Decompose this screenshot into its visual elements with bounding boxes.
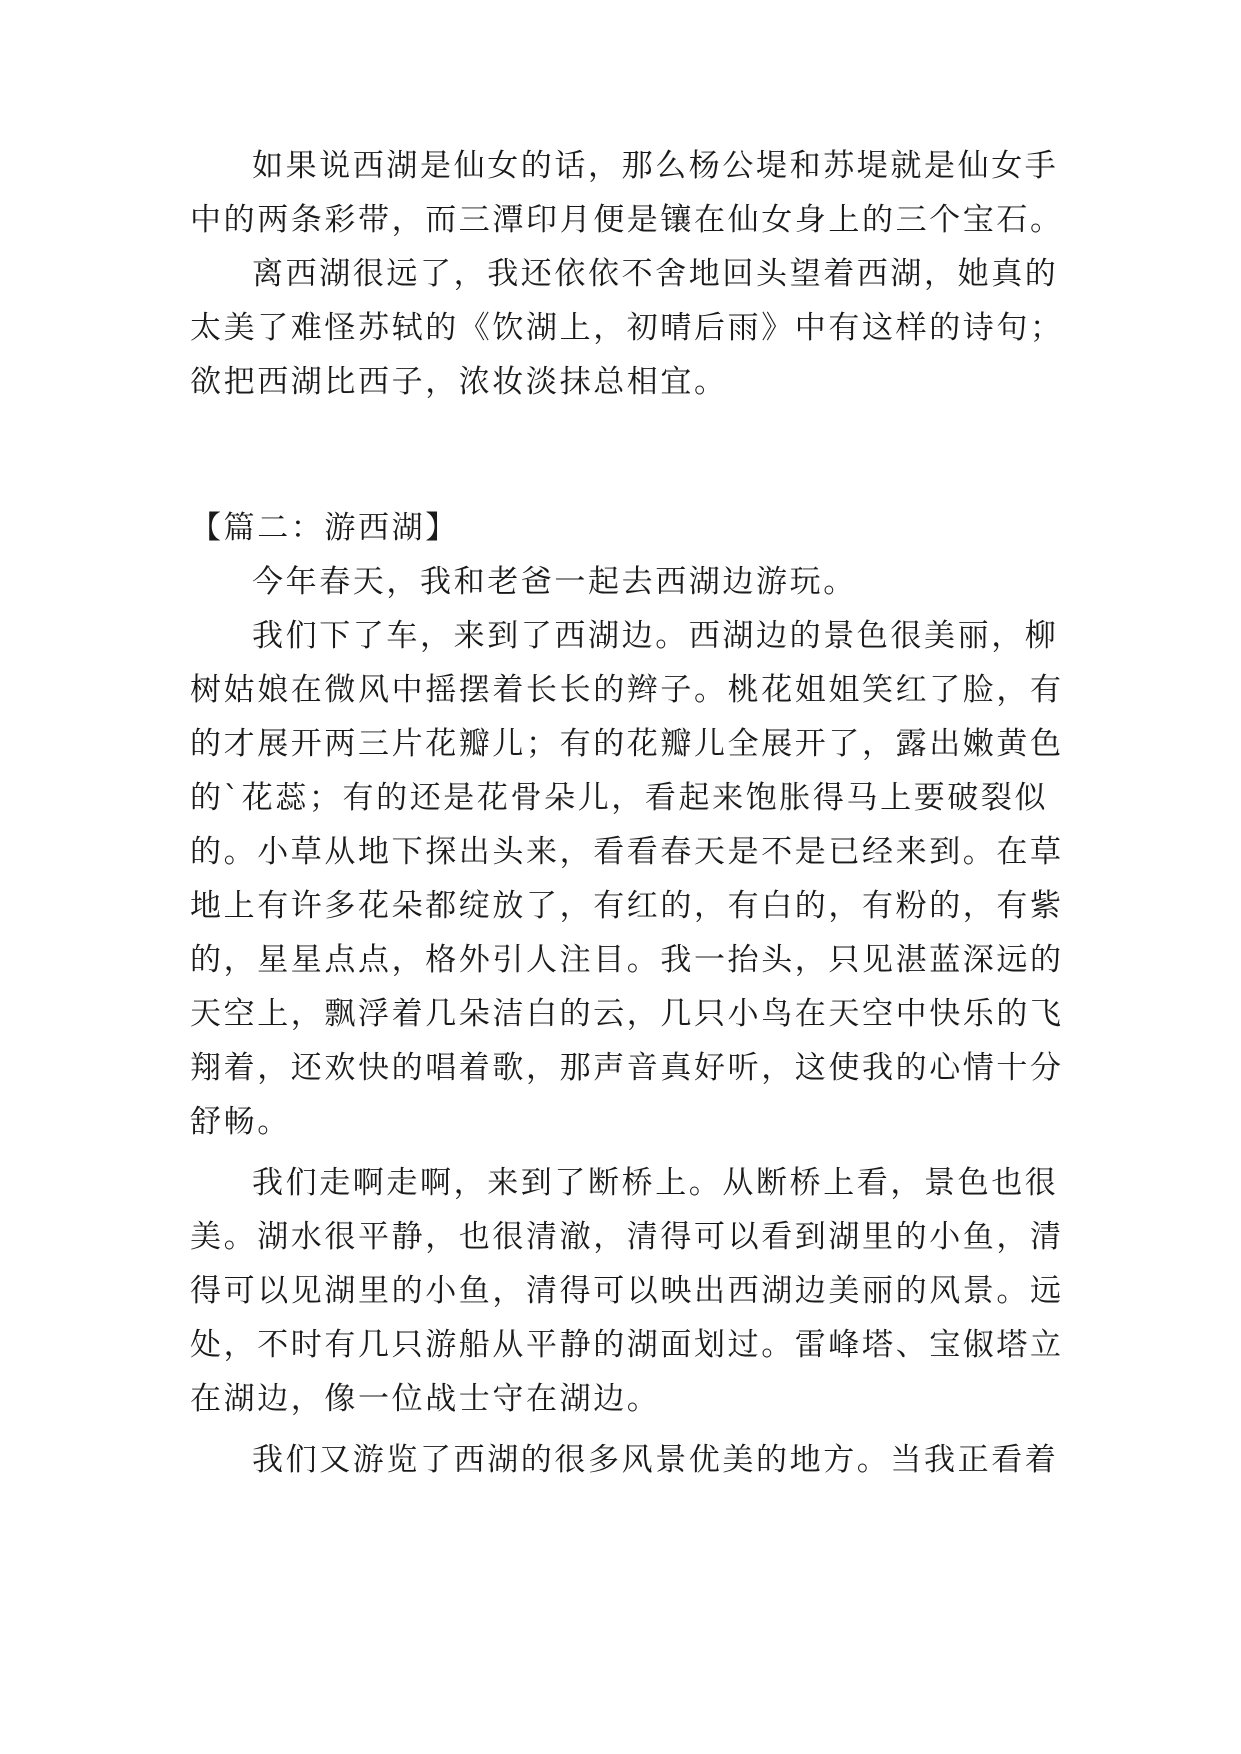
text-line: 地上有许多花朵都绽放了，有红的，有白的，有粉的，有紫 bbox=[190, 888, 1064, 924]
text-line: 我们下了车，来到了西湖边。西湖边的景色很美丽，柳 bbox=[252, 618, 1059, 654]
text-line: 美。湖水很平静，也很清澈，清得可以看到湖里的小鱼，清 bbox=[190, 1219, 1064, 1255]
text-line: 在湖边，像一位战士守在湖边。 bbox=[190, 1381, 661, 1417]
text-line: 我们走啊走啊，来到了断桥上。从断桥上看，景色也很 bbox=[252, 1165, 1059, 1201]
text-line: 太美了难怪苏轼的《饮湖上，初晴后雨》中有这样的诗句； bbox=[190, 310, 1064, 346]
text-line: 欲把西湖比西子，浓妆淡抹总相宜。 bbox=[190, 364, 728, 400]
text-line: 树姑娘在微风中摇摆着长长的辫子。桃花姐姐笑红了脸，有 bbox=[190, 672, 1064, 708]
text-line: 的`花蕊；有的还是花骨朵儿，看起来饱胀得马上要破裂似 bbox=[190, 780, 1049, 816]
text-line: 今年春天，我和老爸一起去西湖边游玩。 bbox=[252, 564, 857, 600]
text-line: 的才展开两三片花瓣儿；有的花瓣儿全展开了，露出嫩黄色 bbox=[190, 726, 1064, 762]
text-line: 中的两条彩带，而三潭印月便是镶在仙女身上的三个宝石。 bbox=[190, 202, 1064, 238]
text-line: 处，不时有几只游船从平静的湖面划过。雷峰塔、宝俶塔立 bbox=[190, 1327, 1064, 1363]
text-line: 得可以见湖里的小鱼，清得可以映出西湖边美丽的风景。远 bbox=[190, 1273, 1064, 1309]
text-line: 离西湖很远了，我还依依不舍地回头望着西湖，她真的 bbox=[252, 256, 1059, 292]
text-line: 的。小草从地下探出头来，看看春天是不是已经来到。在草 bbox=[190, 834, 1064, 870]
text-line: 如果说西湖是仙女的话，那么杨公堤和苏堤就是仙女手 bbox=[252, 148, 1059, 184]
text-line: 的，星星点点，格外引人注目。我一抬头，只见湛蓝深远的 bbox=[190, 942, 1064, 978]
section-heading: 【篇二：游西湖】 bbox=[190, 510, 459, 546]
text-line: 我们又游览了西湖的很多风景优美的地方。当我正看着 bbox=[252, 1442, 1059, 1478]
text-line: 舒畅。 bbox=[190, 1104, 291, 1140]
text-line: 天空上，飘浮着几朵洁白的云，几只小鸟在天空中快乐的飞 bbox=[190, 996, 1064, 1032]
text-line: 翔着，还欢快的唱着歌，那声音真好听，这使我的心情十分 bbox=[190, 1050, 1064, 1086]
